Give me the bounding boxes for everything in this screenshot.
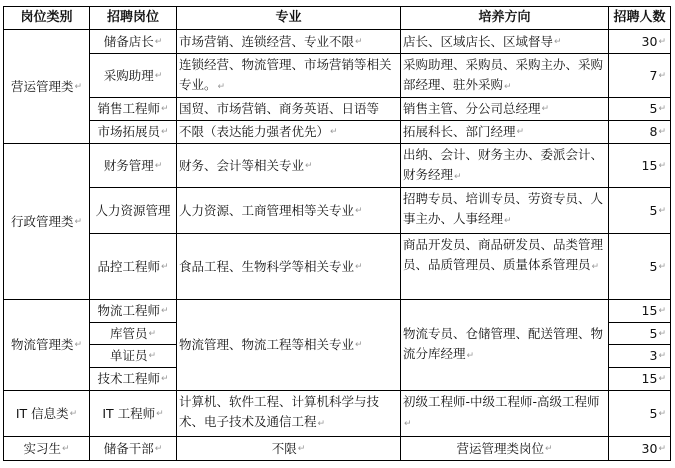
position-text: 储备店长 xyxy=(103,33,154,49)
direction-wrap xyxy=(403,55,606,97)
major-cell xyxy=(177,188,401,234)
count-text: 5 xyxy=(649,405,658,421)
direction-wrap xyxy=(403,189,606,231)
count-text: 30 xyxy=(641,33,658,49)
direction-cell xyxy=(401,30,609,54)
return-mark: ↵ xyxy=(74,216,83,227)
return-mark: ↵ xyxy=(317,419,326,429)
return-mark: ↵ xyxy=(658,205,666,216)
return-mark: ↵ xyxy=(355,261,363,272)
category-it xyxy=(3,391,90,437)
major-cell xyxy=(177,30,401,54)
count-cell xyxy=(609,323,671,345)
major-text: 不限（表达能力强者优先） xyxy=(179,124,330,139)
major-text: 连锁经营、物流管理、市场营销等相关专业。 xyxy=(179,57,392,92)
return-mark: ↵ xyxy=(305,160,313,171)
position-cell xyxy=(90,98,177,121)
return-mark: ↵ xyxy=(544,443,553,454)
major-cell xyxy=(177,437,401,461)
major-text: 人力资源、工商管理相等关专业 xyxy=(179,202,355,218)
return-mark: ↵ xyxy=(658,443,666,454)
header-major-text: 专业 xyxy=(275,10,302,25)
return-mark: ↵ xyxy=(454,172,462,182)
direction-cell xyxy=(401,234,609,300)
direction-cell xyxy=(401,437,609,461)
return-mark: ↵ xyxy=(658,261,666,272)
position-cell xyxy=(90,437,177,461)
count-text: 5 xyxy=(649,202,658,218)
count-cell xyxy=(609,54,671,98)
return-mark: ↵ xyxy=(160,261,169,272)
count-cell xyxy=(609,121,671,144)
return-mark: ↵ xyxy=(516,127,525,137)
major-cell xyxy=(177,54,401,98)
direction-wrap xyxy=(403,145,606,187)
direction-text: 店长、区域店长、区域督导 xyxy=(403,33,554,49)
return-mark: ↵ xyxy=(658,104,666,114)
direction-cell xyxy=(401,188,609,234)
return-mark: ↵ xyxy=(658,36,666,47)
direction-cell xyxy=(401,144,609,188)
return-mark: ↵ xyxy=(541,104,550,114)
return-mark: ↵ xyxy=(148,351,157,361)
return-mark: ↵ xyxy=(160,104,169,114)
direction-wrap xyxy=(403,392,606,434)
position-text: 品控工程师 xyxy=(97,258,160,274)
category-text: 物流管理类 xyxy=(10,337,74,352)
position-cell xyxy=(90,30,177,54)
position-text: 销售工程师 xyxy=(97,101,160,116)
return-mark: ↵ xyxy=(156,408,164,419)
count-text: 5 xyxy=(649,258,658,274)
major-cell xyxy=(177,234,401,300)
return-mark: ↵ xyxy=(591,262,600,272)
count-cell xyxy=(609,234,671,300)
header-count xyxy=(609,6,671,30)
count-cell xyxy=(609,391,671,437)
return-mark: ↵ xyxy=(74,81,83,92)
category-text: 营运管理类 xyxy=(10,78,74,94)
count-text: 15 xyxy=(641,371,658,386)
count-text: 7 xyxy=(649,67,658,83)
return-mark: ↵ xyxy=(504,216,512,226)
return-mark: ↵ xyxy=(160,374,169,384)
count-text: 3 xyxy=(649,348,658,363)
count-text: 15 xyxy=(641,157,658,173)
major-text: 市场营销、连锁经营、专业不限 xyxy=(179,33,355,49)
count-cell xyxy=(609,368,671,391)
return-mark: ↵ xyxy=(217,82,226,92)
return-mark: ↵ xyxy=(154,160,163,171)
direction-cell xyxy=(401,391,609,437)
position-text: 技术工程师 xyxy=(97,371,160,386)
direction-text: 采购助理、采购员、采购主办、采购部经理、驻外采购 xyxy=(403,57,604,92)
major-wrap xyxy=(179,55,398,97)
category-intern xyxy=(3,437,90,461)
position-cell xyxy=(90,234,177,300)
count-cell xyxy=(609,188,671,234)
position-cell xyxy=(90,368,177,391)
return-mark: ↵ xyxy=(154,70,163,81)
position-text: 单证员 xyxy=(109,348,148,363)
count-cell xyxy=(609,437,671,461)
major-cell xyxy=(177,121,401,144)
return-mark: ↵ xyxy=(658,127,666,137)
position-cell xyxy=(90,345,177,368)
return-mark: ↵ xyxy=(658,374,666,384)
major-cell xyxy=(177,98,401,121)
direction-text: 拓展科长、部门经理 xyxy=(403,124,516,139)
major-wrap xyxy=(179,392,398,434)
category-admin xyxy=(3,144,90,300)
position-text: 人力资源管理 xyxy=(95,202,171,218)
return-mark: ↵ xyxy=(658,408,666,419)
header-category-text: 岗位类别 xyxy=(20,10,73,25)
major-text: 不限 xyxy=(271,440,297,456)
major-text: 计算机、软件工程、计算机科学与技术、电子技术及通信工程 xyxy=(179,394,380,429)
direction-text: 出纳、会计、财务主办、委派会计、财务经理 xyxy=(403,147,604,182)
count-text: 15 xyxy=(641,303,658,318)
return-mark: ↵ xyxy=(297,443,306,454)
header-position-text: 招聘岗位 xyxy=(106,10,159,25)
position-text: 库管员 xyxy=(109,325,148,341)
position-cell xyxy=(90,300,177,323)
count-cell xyxy=(609,345,671,368)
count-cell xyxy=(609,30,671,54)
return-mark: ↵ xyxy=(160,306,169,316)
header-count-text: 招聘人数 xyxy=(613,10,666,25)
return-mark: ↵ xyxy=(658,351,666,361)
count-cell xyxy=(609,98,671,121)
position-text: 财务管理 xyxy=(103,157,154,173)
position-cell xyxy=(90,144,177,188)
return-mark: ↵ xyxy=(154,443,163,454)
return-mark: ↵ xyxy=(355,36,363,47)
return-mark: ↵ xyxy=(330,127,338,137)
position-text: 采购助理 xyxy=(103,67,154,83)
count-cell xyxy=(609,300,671,323)
return-mark: ↵ xyxy=(404,419,412,429)
major-cell xyxy=(177,391,401,437)
direction-text: 招聘专员、培训专员、劳资专员、人事主办、人事经理 xyxy=(403,191,604,226)
category-operations xyxy=(3,30,90,144)
return-mark: ↵ xyxy=(154,36,163,47)
position-text: 储备干部 xyxy=(103,440,154,456)
position-cell xyxy=(90,188,177,234)
return-mark: ↵ xyxy=(74,340,83,350)
count-text: 8 xyxy=(649,124,658,139)
major-text: 国贸、市场营销、商务英语、日语等 xyxy=(179,101,380,116)
position-cell xyxy=(90,391,177,437)
header-direction-text: 培养方向 xyxy=(478,10,531,25)
return-mark: ↵ xyxy=(61,443,70,454)
direction-cell xyxy=(401,98,609,121)
return-mark: ↵ xyxy=(658,328,666,339)
direction-text: 初级工程师-中级工程师-高级工程师 xyxy=(403,394,600,409)
header-category xyxy=(3,6,90,30)
direction-cell-logistics xyxy=(401,300,609,391)
count-text: 5 xyxy=(649,101,658,116)
return-mark: ↵ xyxy=(504,82,512,92)
position-cell xyxy=(90,323,177,345)
return-mark: ↵ xyxy=(160,127,169,137)
position-cell xyxy=(90,121,177,144)
category-text: IT 信息类 xyxy=(15,405,69,421)
direction-wrap xyxy=(403,235,606,277)
return-mark: ↵ xyxy=(658,306,666,316)
direction-text: 商品开发员、商品研发员、品类管理员、品质管理员、质量体系管理员 xyxy=(403,237,604,272)
position-cell xyxy=(90,54,177,98)
return-mark: ↵ xyxy=(658,70,666,81)
direction-text: 物流专员、仓储管理、配送管理、物流分库经理 xyxy=(403,326,604,361)
category-logistics xyxy=(3,300,90,391)
header-major xyxy=(177,6,401,30)
major-text: 食品工程、生物科学等相关专业 xyxy=(179,258,355,274)
major-cell-logistics xyxy=(177,300,401,391)
return-mark: ↵ xyxy=(69,408,78,419)
direction-text: 销售主管、分公司总经理 xyxy=(403,101,541,116)
count-text: 30 xyxy=(641,440,658,456)
header-direction xyxy=(401,6,609,30)
major-text: 物流管理、物流工程等相关专业 xyxy=(179,337,355,352)
major-cell xyxy=(177,144,401,188)
direction-text: 营运管理类岗位 xyxy=(456,440,544,456)
count-text: 5 xyxy=(649,325,658,341)
return-mark: ↵ xyxy=(148,328,157,339)
position-text: IT 工程师 xyxy=(102,405,156,421)
count-cell xyxy=(609,144,671,188)
major-text: 财务、会计等相关专业 xyxy=(179,157,305,173)
return-mark: ↵ xyxy=(355,340,363,350)
return-mark: ↵ xyxy=(466,351,475,361)
position-text: 物流工程师 xyxy=(97,303,160,318)
return-mark: ↵ xyxy=(355,205,363,216)
position-text: 市场拓展员 xyxy=(97,124,160,139)
category-text: 实习生 xyxy=(23,440,61,456)
return-mark: ↵ xyxy=(554,36,562,47)
direction-wrap xyxy=(403,324,606,366)
direction-cell xyxy=(401,54,609,98)
return-mark: ↵ xyxy=(658,160,666,171)
header-position xyxy=(90,6,177,30)
direction-cell xyxy=(401,121,609,144)
category-text: 行政管理类 xyxy=(10,213,74,229)
